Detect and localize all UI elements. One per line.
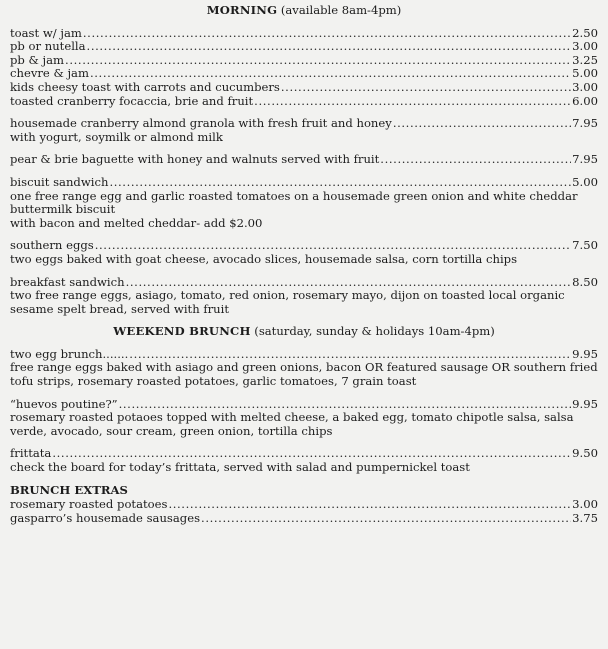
item-price: 7.95 bbox=[572, 116, 598, 131]
morning-section-header bbox=[10, 4, 598, 18]
item-name: gasparro’s housemade sausages bbox=[10, 510, 201, 525]
item-price: 3.00 bbox=[572, 79, 598, 94]
menu-item-granola bbox=[10, 117, 598, 144]
item-description: two free range eggs, asiago, tomato, red onion, rosemary mayo, dijon on toasted local organic sesame spelt bread, served with fruit bbox=[10, 288, 565, 316]
item-price: 7.50 bbox=[572, 238, 598, 253]
item-addon: with bacon and melted cheddar- add $2.00 bbox=[10, 215, 263, 230]
menu-item bbox=[10, 40, 598, 54]
leader-dots bbox=[168, 498, 571, 512]
leader-dots bbox=[129, 348, 571, 362]
menu-item-two-egg-brunch bbox=[10, 348, 598, 389]
item-name: breakfast sandwich bbox=[10, 274, 125, 289]
item-description: check the board for today’s frittata, served with salad and pumpernickel toast bbox=[10, 460, 470, 475]
item-name: “huevos poutine?” bbox=[10, 396, 118, 411]
menu-item bbox=[10, 67, 598, 81]
morning-title: MORNING bbox=[206, 3, 278, 17]
menu-item bbox=[10, 512, 598, 526]
item-price: 3.75 bbox=[572, 510, 598, 525]
leader-dots bbox=[52, 447, 571, 461]
item-price: 7.95 bbox=[572, 152, 598, 167]
brunch-section-header bbox=[10, 325, 598, 339]
leader-dots bbox=[95, 239, 571, 253]
morning-hours: (available 8am-4pm) bbox=[280, 3, 402, 17]
item-description: free range eggs baked with asiago and green onions, bacon OR featured sausage OR southern fried tofu strips, rosemary roasted potatoes, garlic tomatoes, 7 grain toast bbox=[10, 360, 598, 389]
menu-item-southern-eggs bbox=[10, 239, 598, 266]
item-price: 9.95 bbox=[572, 396, 598, 411]
item-price: 9.50 bbox=[572, 446, 598, 461]
item-name: pb & jam bbox=[10, 52, 65, 67]
leader-dots bbox=[126, 276, 572, 290]
leader-dots bbox=[119, 398, 572, 412]
item-price: 5.00 bbox=[572, 174, 598, 189]
item-name: kids cheesy toast with carrots and cucumbers bbox=[10, 79, 280, 94]
item-name: housemade cranberry almond granola with fresh fruit and honey bbox=[10, 116, 392, 131]
item-price: 2.50 bbox=[572, 25, 598, 40]
item-name: southern eggs bbox=[10, 238, 94, 253]
leader-dots bbox=[281, 81, 571, 95]
item-name: rosemary roasted potatoes bbox=[10, 497, 168, 512]
item-price: 9.95 bbox=[572, 346, 598, 361]
item-name: pear & brie baguette with honey and walnuts served with fruit bbox=[10, 152, 380, 167]
menu-item-biscuit-sandwich bbox=[10, 176, 598, 230]
menu-item bbox=[10, 81, 598, 95]
leader-dots bbox=[90, 67, 571, 81]
menu-item bbox=[10, 95, 598, 109]
item-description: with yogurt, soymilk or almond milk bbox=[10, 129, 223, 144]
extras-title: BRUNCH EXTRAS bbox=[10, 482, 128, 497]
item-name: toasted cranberry focaccia, brie and fruit bbox=[10, 93, 254, 108]
item-price: 6.00 bbox=[572, 93, 598, 108]
leader-dots bbox=[201, 512, 571, 526]
item-name: chevre & jam bbox=[10, 66, 89, 81]
menu-item bbox=[10, 27, 598, 41]
menu-item bbox=[10, 54, 598, 68]
leader-dots bbox=[83, 27, 571, 41]
menu-item bbox=[10, 498, 598, 512]
item-name: two egg brunch....... bbox=[10, 346, 129, 361]
item-name: pb or nutella bbox=[10, 39, 86, 54]
item-name: frittata bbox=[10, 446, 52, 461]
item-price: 8.50 bbox=[572, 274, 598, 289]
brunch-title: WEEKEND BRUNCH bbox=[113, 324, 251, 339]
menu-item-huevos-poutine bbox=[10, 398, 598, 439]
menu-item-breakfast-sandwich bbox=[10, 276, 598, 317]
morning-small-items bbox=[10, 27, 598, 109]
leader-dots bbox=[65, 54, 571, 68]
leader-dots bbox=[380, 153, 571, 167]
item-description: two eggs baked with goat cheese, avocado slices, housemade salsa, corn tortilla chips bbox=[10, 251, 518, 266]
item-price: 3.25 bbox=[572, 52, 598, 67]
item-name: toast w/ jam bbox=[10, 25, 82, 40]
item-description: rosemary roasted potaoes topped with melted cheese, a baked egg, tomato chipotle salsa, salsa verde, avocado, sour cream, green onion, tortilla chips bbox=[10, 410, 574, 438]
leader-dots bbox=[393, 117, 571, 131]
item-price: 3.00 bbox=[572, 39, 598, 54]
menu-item-frittata bbox=[10, 447, 598, 474]
item-price: 3.00 bbox=[572, 497, 598, 512]
leader-dots bbox=[109, 176, 571, 190]
item-name: biscuit sandwich bbox=[10, 174, 109, 189]
item-price: 5.00 bbox=[572, 66, 598, 81]
menu-item-baguette bbox=[10, 153, 598, 167]
brunch-hours: (saturday, sunday & holidays 10am-4pm) bbox=[254, 324, 495, 339]
item-description: one free range egg and garlic roasted tomatoes on a housemade green onion and white cheddar buttermilk biscuit bbox=[10, 188, 578, 217]
leader-dots bbox=[87, 40, 572, 54]
leader-dots bbox=[254, 95, 571, 109]
